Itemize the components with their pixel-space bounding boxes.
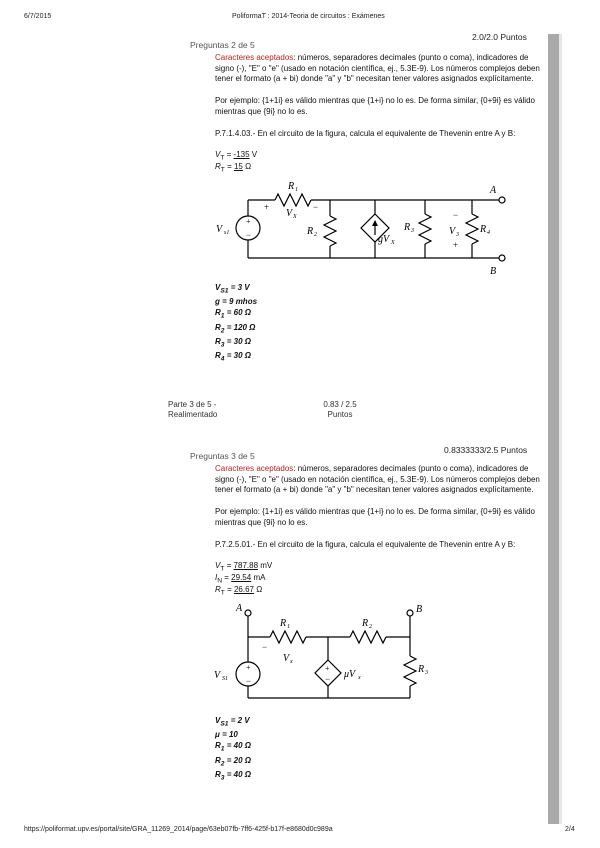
q2-terminal-b: B bbox=[490, 266, 497, 277]
header-title: PoliformaT : 2014-Teoria de circuitos : Exámenes bbox=[232, 13, 385, 20]
q3-accepted-label: Caracteres aceptados bbox=[215, 464, 294, 473]
q2-vr-label: V bbox=[449, 226, 456, 237]
q2-problem: P.7.1.4.03.- En el circuito de la figura, calcula el equivalente de Thevenin entre A y B: bbox=[215, 129, 516, 138]
q2-vx-minus: − bbox=[313, 202, 319, 212]
q3-var-r2: $R_2 = 20$ Ω bbox=[215, 755, 251, 768]
q3-in-sub: N bbox=[217, 577, 223, 585]
q2-r3-sub: 3 bbox=[411, 228, 414, 234]
q2-rt: $R_T = 15$ Ω bbox=[215, 162, 252, 174]
q3-mu-sub: x bbox=[358, 675, 361, 681]
q3-in: $I_N = 29.54$ mA bbox=[215, 573, 266, 585]
q3-vt-label: V bbox=[215, 561, 221, 570]
q3-var-r3: $R_3 = 40$ Ω bbox=[215, 769, 251, 782]
header-date: 6/7/2015 bbox=[24, 13, 52, 20]
q3-vs-plus: + bbox=[246, 663, 251, 672]
footer-url: https://poliformat.upv.es/portal/site/GRA_11269_2014/page/63eb07fb-7ff6-425f-b17f-e8680d0c989a bbox=[24, 826, 333, 833]
q3-r1-sub: 1 bbox=[287, 624, 290, 630]
q2-vx-sub: X bbox=[293, 214, 297, 220]
q2-gvx-label: gV bbox=[378, 234, 390, 245]
q3-rt-sub: T bbox=[220, 589, 225, 597]
q2-r3-label: R bbox=[404, 222, 411, 233]
q3-vt-unit: mV bbox=[260, 561, 273, 570]
q2-var-r3: $R_3 = 30$ Ω bbox=[215, 336, 251, 349]
q3-var-r1: $R_1 = 40$ Ω bbox=[215, 741, 251, 753]
q2-r2-label: R bbox=[307, 226, 314, 237]
q2-vr-minus: − bbox=[453, 210, 459, 220]
q2-rt-answer[interactable]: 15 bbox=[233, 162, 243, 171]
q3-dep-minus: − bbox=[325, 674, 331, 684]
q2-vt-label: V bbox=[215, 150, 221, 159]
q2-rt-unit: Ω bbox=[245, 162, 252, 171]
q2-r4-label: R bbox=[480, 224, 487, 235]
q2-var-r4: $R_4 = 30$ Ω bbox=[215, 351, 251, 363]
q2-vt: $V_T = -135$ V bbox=[215, 150, 258, 162]
q3-mu-label: μV bbox=[344, 669, 356, 680]
q2-vr-sub: 3 bbox=[456, 232, 459, 238]
q3-vs-sub: S1 bbox=[222, 676, 228, 682]
q2-gvx-sub: X bbox=[391, 240, 395, 246]
q2-vt-unit: V bbox=[251, 150, 258, 159]
q2-rt-sub: T bbox=[220, 166, 225, 174]
q3-r3-sub: 3 bbox=[425, 670, 428, 676]
q3-accepted-text: : números, separadores decimales (punto o coma), indicadores de signo (-), "E" o "e" (usado en notación científica, ej., 5.3E-9). Los números complejos deben tener el formato (a + bi) donde "a" y "b" necesitan tener valores asignados explícitamente. bbox=[215, 464, 540, 494]
q2-points: 2.0/2.0 Puntos bbox=[472, 32, 527, 42]
q3-rt: $R_T = 26.67$ Ω bbox=[215, 585, 263, 597]
q2-vs-sub: s1 bbox=[224, 230, 230, 236]
q3-var-mu: μ = 10 bbox=[215, 730, 238, 740]
q2-vs-plus: + bbox=[246, 217, 251, 226]
q3-r1-label: R bbox=[280, 618, 287, 629]
q3-dep-plus: + bbox=[325, 664, 330, 673]
q3-in-unit: mA bbox=[253, 573, 266, 582]
q2-var-r1: $R_1 = 60$ Ω bbox=[215, 308, 251, 320]
q2-title: Preguntas 2 de 5 bbox=[190, 40, 255, 50]
q3-example: Por ejemplo: {1+1i} es válido mientras que {1+i} no lo es. De forma similar, {0+9i} es válido mientras que {9i} no lo es. bbox=[215, 507, 535, 527]
q2-accepted-text: : números, separadores decimales (punto o coma), indicadores de signo (-), "E" o "e" (usado en notación científica, ej., 5.3E-9). Los números complejos deben tener el formato (a + bi) donde "a" y "b" necesitan tener valores asignados explícitamente. bbox=[215, 53, 540, 83]
scrollbar-thumb[interactable] bbox=[548, 34, 559, 824]
q3-points: 0.8333333/2.5 Puntos bbox=[444, 445, 528, 455]
q3-vs-label: V bbox=[214, 670, 221, 681]
q3-vt-sub: T bbox=[220, 565, 225, 573]
q3-problem: P.7.2.5.01.- En el circuito de la figura, calcula el equivalente de Thevenin entre A y B: bbox=[215, 540, 516, 549]
q3-r3-label: R bbox=[418, 664, 425, 675]
part3-score: 0.83 / 2.5 Puntos bbox=[323, 400, 357, 419]
q3-variables bbox=[215, 716, 251, 784]
q3-r2-sub: 2 bbox=[369, 624, 372, 630]
q3-vx-minus: − bbox=[262, 642, 268, 652]
q2-vr-plus: + bbox=[453, 240, 459, 250]
q2-accepted-label: Caracteres aceptados bbox=[215, 53, 294, 62]
footer-page: 2/4 bbox=[565, 826, 575, 833]
q3-in-label: I bbox=[215, 573, 218, 582]
q2-var-g: g = 9 mhos bbox=[215, 297, 258, 307]
q3-vt-answer[interactable]: 787.88 bbox=[233, 561, 259, 570]
q2-variables bbox=[215, 283, 257, 366]
q3-vx-sub: x bbox=[290, 659, 293, 665]
q2-var-r2: $R_2 = 120$ Ω bbox=[215, 322, 256, 335]
q2-vt-sub: T bbox=[220, 154, 225, 162]
q3-vt: $V_T = 787.88$ mV bbox=[215, 561, 273, 573]
q3-rt-answer[interactable]: 26.67 bbox=[233, 585, 255, 594]
q3-terminal-b: B bbox=[416, 604, 423, 615]
q2-vx-label: V bbox=[286, 208, 293, 219]
q3-rt-label: R bbox=[215, 585, 221, 594]
q3-title: Preguntas 3 de 5 bbox=[190, 451, 255, 461]
q3-rt-unit: Ω bbox=[256, 585, 263, 594]
q2-example: Por ejemplo: {1+1i} es válido mientras que {1+i} no lo es. De forma similar, {0+9i} es válido mientras que {9i} no lo es. bbox=[215, 96, 535, 116]
q2-var-vs1: $V_{S1} = 3$ V bbox=[215, 283, 250, 295]
q2-vt-answer[interactable]: -135 bbox=[233, 150, 250, 159]
q3-in-answer[interactable]: 29.54 bbox=[231, 573, 252, 582]
part3-label: Parte 3 de 5 - Realimentado bbox=[168, 400, 218, 419]
q3-vs-minus: − bbox=[246, 676, 252, 686]
q2-r2-sub: 2 bbox=[314, 232, 317, 238]
q3-circuit-diagram bbox=[210, 600, 440, 710]
q2-circuit-diagram bbox=[210, 178, 515, 278]
q2-vs-label: V bbox=[216, 224, 223, 235]
q3-r2-label: R bbox=[362, 618, 369, 629]
q2-rt-label: R bbox=[215, 162, 221, 171]
q3-vx-label: V bbox=[283, 653, 290, 664]
q2-vx-plus: + bbox=[264, 202, 270, 212]
q2-r4-sub: 4 bbox=[487, 230, 490, 236]
scrollbar-track[interactable] bbox=[559, 34, 562, 824]
q3-var-vs1: $V_{S1} = 2$ V bbox=[215, 716, 250, 728]
q2-accepted bbox=[215, 53, 545, 85]
q2-r1-label: R bbox=[288, 181, 295, 192]
q2-r1-sub: 1 bbox=[295, 187, 298, 193]
q3-accepted bbox=[215, 464, 545, 496]
q2-terminal-a: A bbox=[490, 185, 497, 196]
q3-terminal-a: A bbox=[236, 603, 243, 614]
q2-vs-minus: − bbox=[246, 230, 252, 240]
